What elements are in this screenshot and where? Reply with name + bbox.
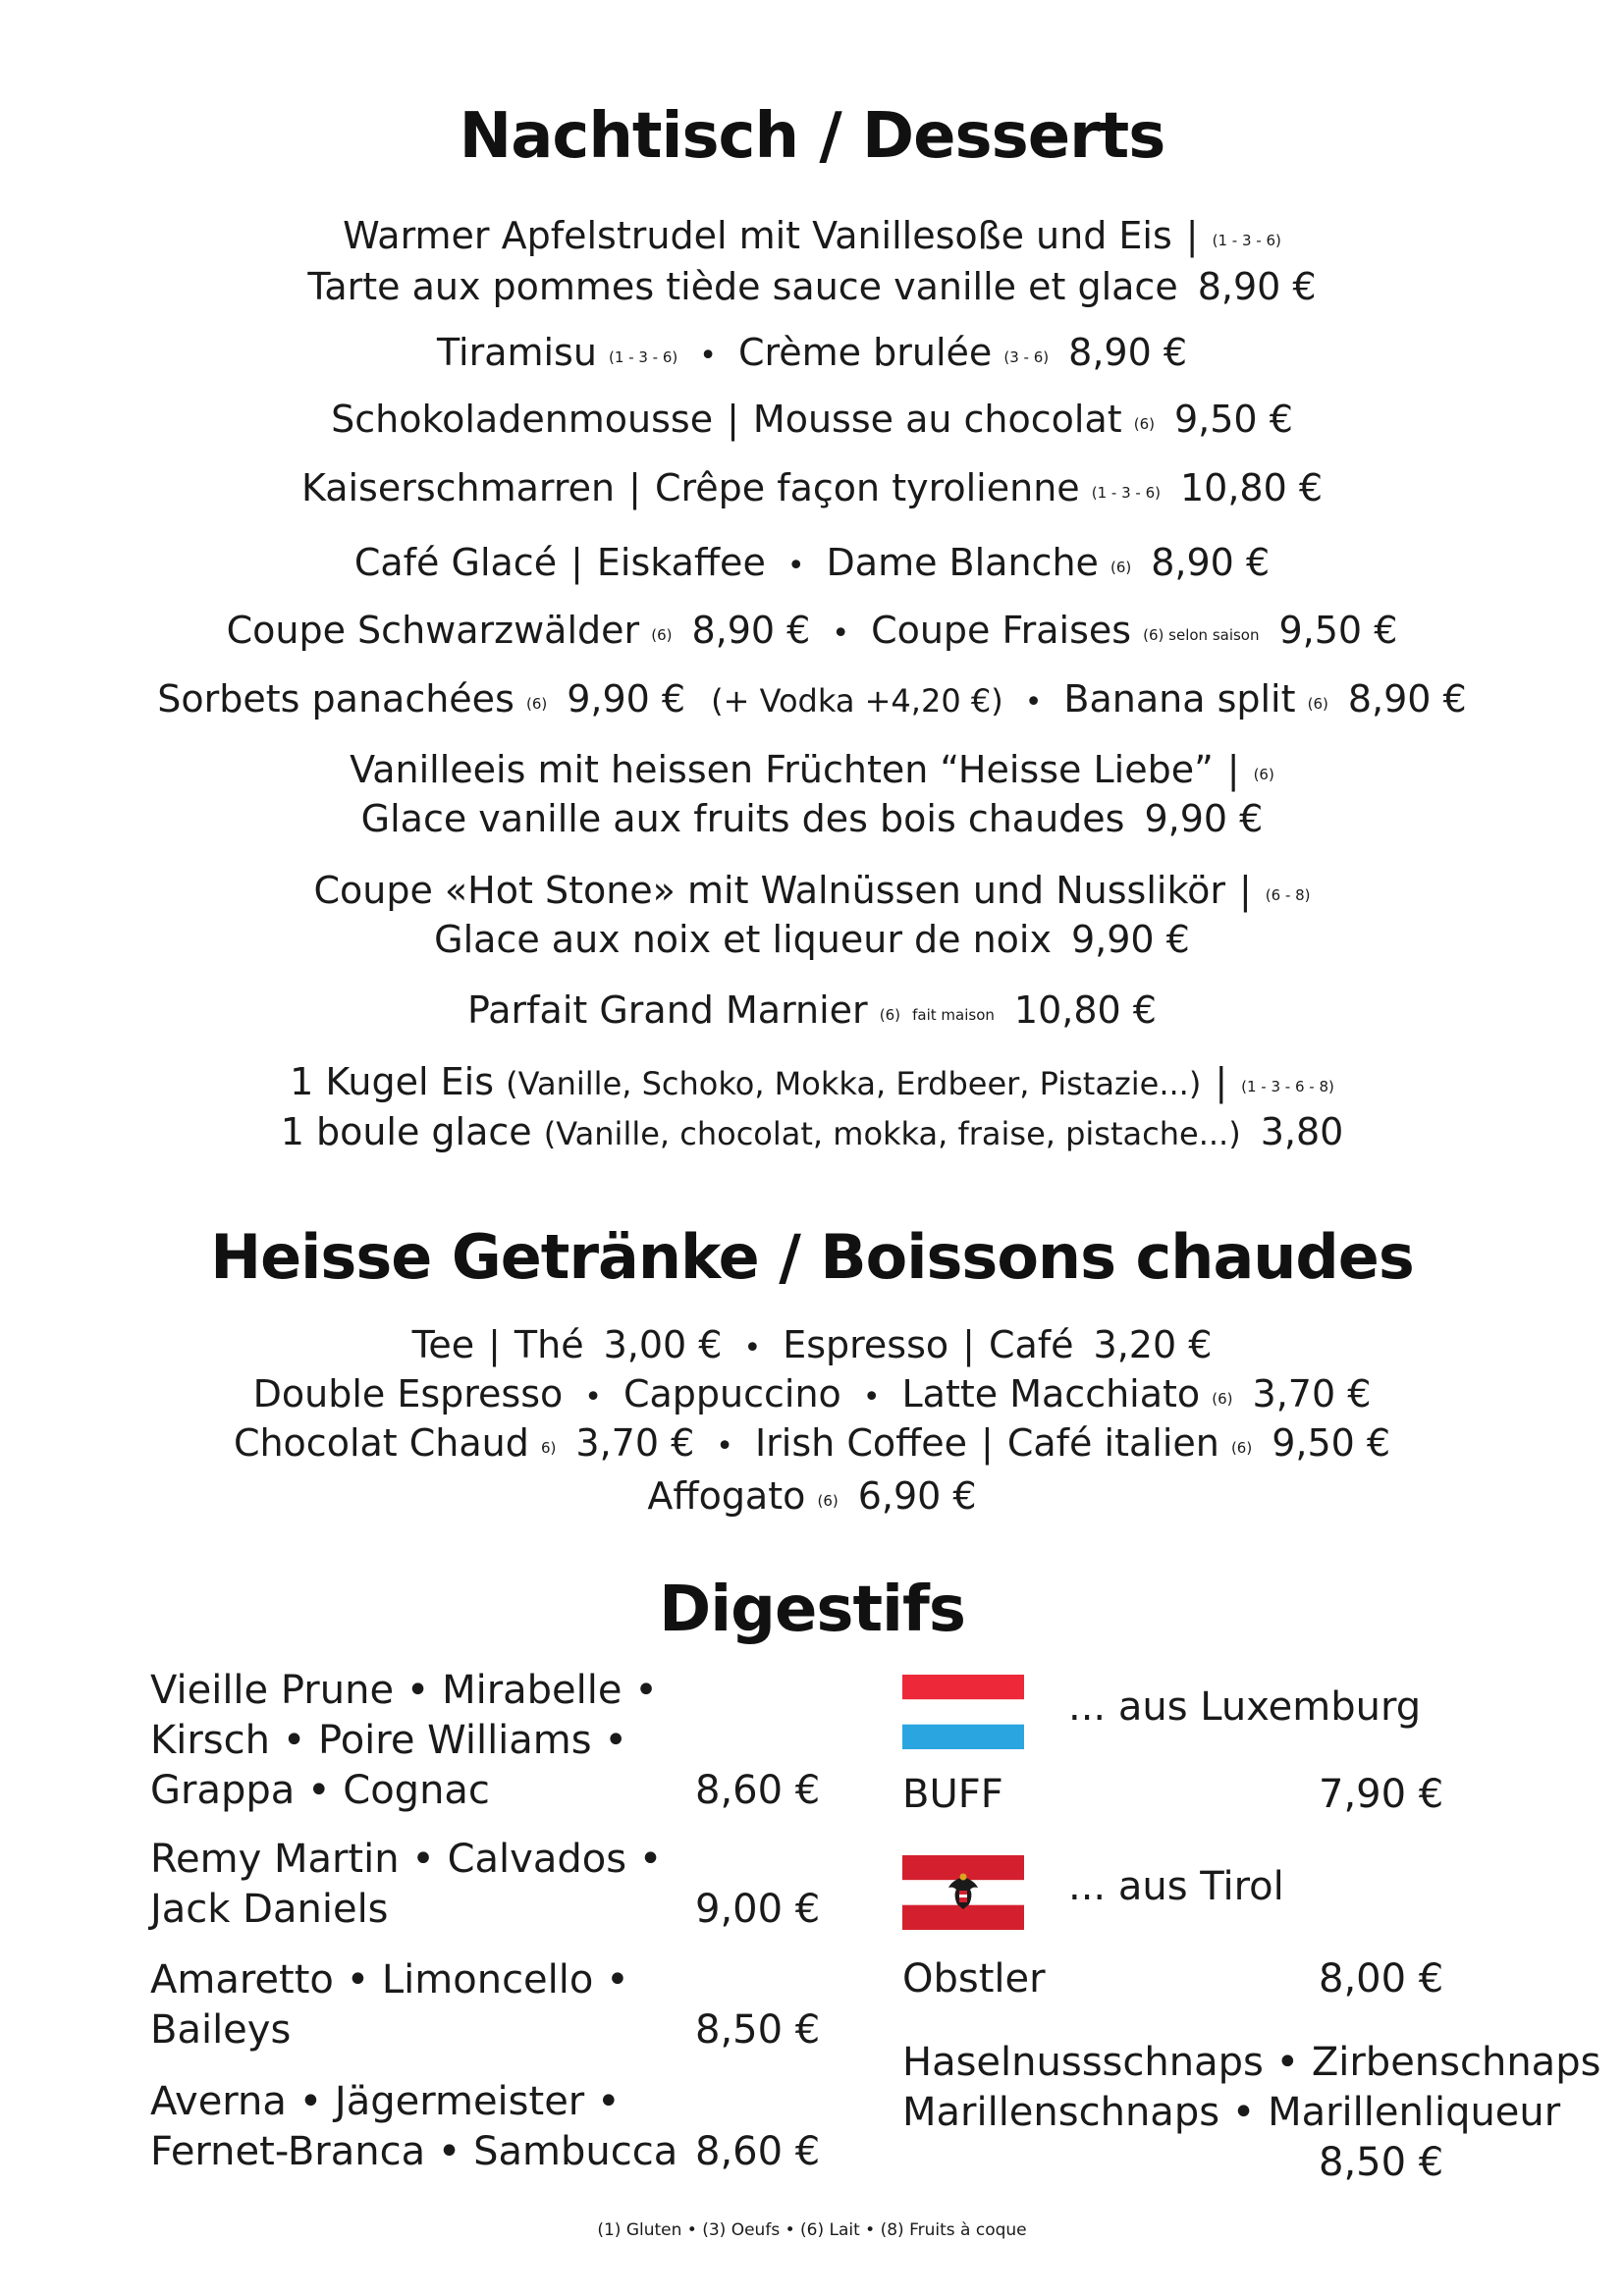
luxembourg-flag-icon [902, 1675, 1024, 1749]
luxembourg-label: ... aus Luxemburg [1068, 1684, 1422, 1730]
dessert-mousse: Schokoladenmousse | Mousse au chocolat (6) 9,50 € [331, 398, 1293, 441]
austria-flag-icon [902, 1855, 1024, 1930]
digestif-group-1-price: 8,60 € [695, 1768, 821, 1813]
price: 8,90 € [1151, 541, 1271, 584]
dessert-kugel-eis-fr: 1 boule glace (Vanille, chocolat, mokka, fraise, pistache...) 3,80 [280, 1110, 1344, 1153]
dessert-sorbets: Sorbets panachées (6) 9,90 € (+ Vodka +4,20 €) • Banana split (6) 8,90 € [157, 677, 1467, 721]
dessert-tiramisu: Tiramisu (1 - 3 - 6) • Crème brulée (3 - 6) 8,90 € [436, 331, 1188, 374]
hot-affogato: Affogato (6) 6,90 € [647, 1474, 977, 1518]
digestif-group-1: Vieille Prune • Mirabelle • Kirsch • Poire Williams • Grappa • Cognac [150, 1668, 658, 1813]
price: 3,80 [1260, 1110, 1344, 1153]
price: 9,90 € [1144, 797, 1264, 840]
dessert-apfelstrudel-de: Warmer Apfelstrudel mit Vanillesoße und Eis | (1 - 3 - 6) [343, 214, 1281, 257]
price: 3,70 € [575, 1421, 695, 1465]
dessert-kugel-eis-de: 1 Kugel Eis (Vanille, Schoko, Mokka, Erdbeer, Pistazie...) | (1 - 3 - 6 - 8) [290, 1060, 1334, 1103]
hot-drinks-title: Heisse Getränke / Boissons chaudes [210, 1221, 1414, 1293]
obstler-item: Obstler [902, 1956, 1046, 2002]
dessert-hot-stone-de: Coupe «Hot Stone» mit Walnüssen und Nusslikör | (6 - 8) [313, 869, 1311, 912]
dessert-heisse-liebe-fr: Glace vanille aux fruits des bois chaudes 9,90 € [360, 797, 1264, 840]
dessert-heisse-liebe-de: Vanilleeis mit heissen Früchten “Heisse Liebe” | (6) [350, 748, 1274, 791]
dessert-parfait: Parfait Grand Marnier (6) fait maison 10,80 € [467, 988, 1157, 1032]
price: 9,90 € [1070, 918, 1190, 961]
price: 6,90 € [857, 1474, 977, 1518]
price: 9,50 € [1278, 609, 1398, 652]
allergen-legend: (1) Gluten • (3) Oeufs • (6) Lait • (8) Fruits à coque [597, 2220, 1027, 2240]
price: 10,80 € [1013, 988, 1157, 1032]
hot-double-espresso: Double Espresso • Cappuccino • Latte Macchiato (6) 3,70 € [252, 1372, 1372, 1415]
price: 3,00 € [603, 1323, 723, 1366]
digestif-group-2-price: 9,00 € [695, 1887, 821, 1932]
price: 3,70 € [1252, 1372, 1372, 1415]
price: 8,90 € [1347, 677, 1467, 721]
price: 9,50 € [1174, 398, 1293, 441]
hot-tee-espresso: Tee | Thé 3,00 € • Espresso | Café 3,20 € [411, 1323, 1213, 1366]
price: 9,90 € [567, 677, 686, 721]
dessert-apfelstrudel-fr: Tarte aux pommes tiède sauce vanille et glace 8,90 € [307, 265, 1317, 308]
hot-chocolat-irish: Chocolat Chaud 6) 3,70 € • Irish Coffee | Café italien (6) 9,50 € [233, 1421, 1391, 1465]
dessert-cafe-glace: Café Glacé | Eiskaffee • Dame Blanche (6) 8,90 € [353, 541, 1271, 584]
digestif-group-3: Amaretto • Limoncello • Baileys [150, 1957, 629, 2053]
dessert-hot-stone-fr: Glace aux noix et liqueur de noix 9,90 € [434, 918, 1190, 961]
price: 3,20 € [1093, 1323, 1213, 1366]
desserts-title: Nachtisch / Desserts [459, 100, 1165, 173]
tirol-label: ... aus Tirol [1068, 1864, 1284, 1909]
schnaps-price: 8,50 € [1319, 2140, 1444, 2185]
digestif-group-4-price: 8,60 € [695, 2129, 821, 2174]
digestif-group-2: Remy Martin • Calvados • Jack Daniels [150, 1837, 663, 1932]
price: 9,50 € [1272, 1421, 1391, 1465]
dessert-kaiserschmarren: Kaiserschmarren | Crêpe façon tyrolienne (1 - 3 - 6) 10,80 € [300, 466, 1324, 509]
dessert-coupes: Coupe Schwarzwälder (6) 8,90 € • Coupe Fraises (6) selon saison 9,50 € [226, 609, 1398, 652]
price: 8,90 € [1197, 265, 1317, 308]
buff-item: BUFF [902, 1772, 1003, 1817]
digestif-group-4: Averna • Jägermeister • Fernet-Branca • Sambucca [150, 2079, 678, 2174]
obstler-price: 8,00 € [1319, 1956, 1444, 2002]
buff-price: 7,90 € [1319, 1772, 1444, 1817]
schnaps-group: Haselnussschnaps • Zirbenschnaps Marillenschnaps • Marillenliqueur [902, 2040, 1601, 2135]
digestifs-title: Digestifs [659, 1574, 965, 1646]
digestif-group-3-price: 8,50 € [695, 2007, 821, 2053]
price: 8,90 € [1068, 331, 1188, 374]
price: 8,90 € [691, 609, 811, 652]
price: 10,80 € [1180, 466, 1324, 509]
